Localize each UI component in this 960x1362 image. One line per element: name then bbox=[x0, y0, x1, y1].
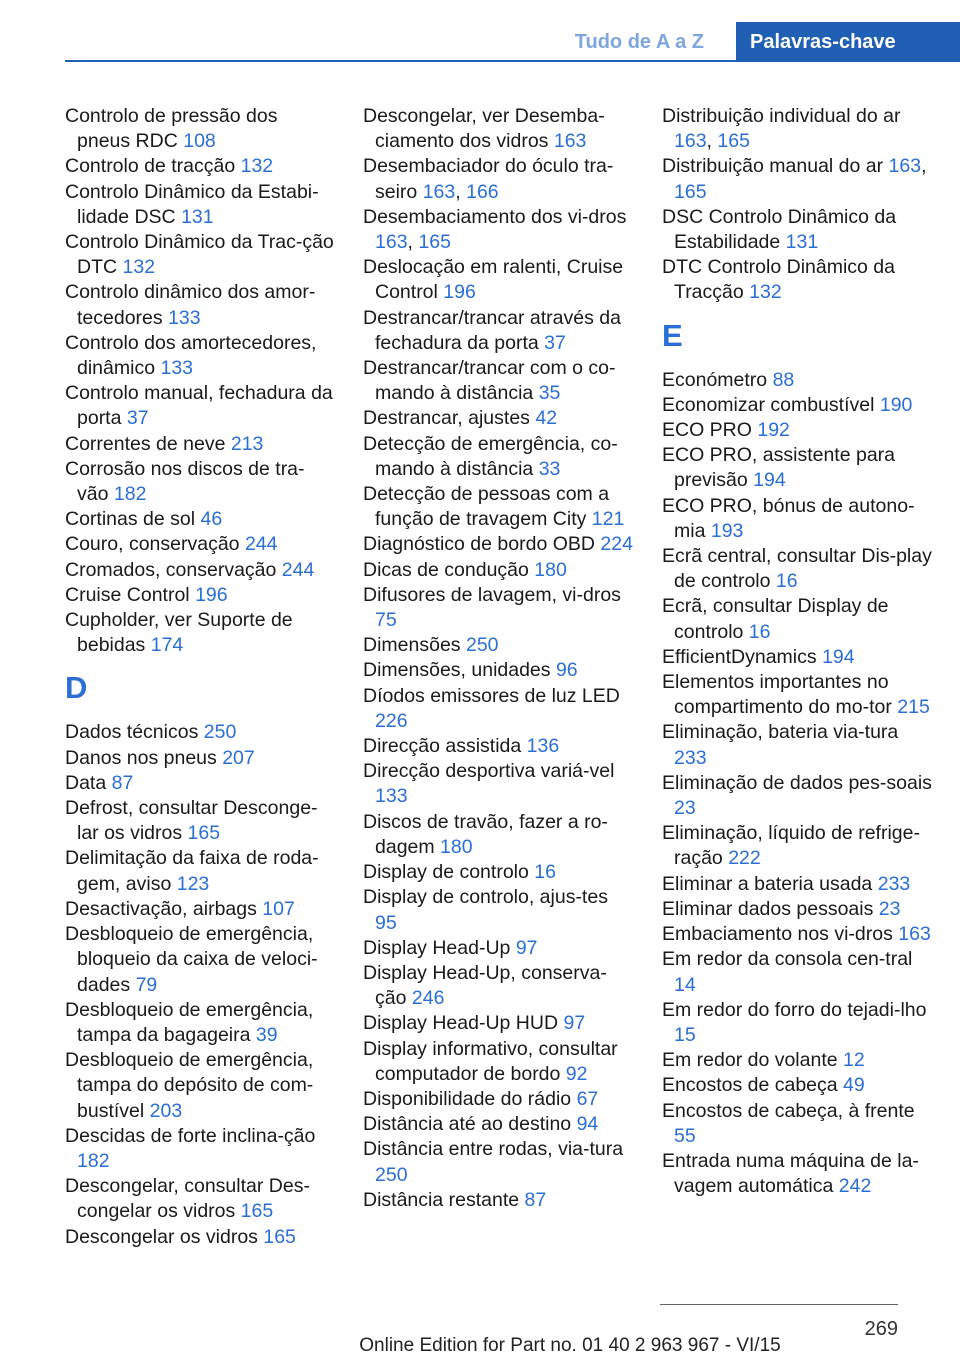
index-entry-text: Em redor do volante bbox=[662, 1049, 838, 1072]
page-link[interactable]: 131 bbox=[785, 231, 819, 254]
index-entry-text: Eliminar a bateria usada bbox=[662, 872, 873, 895]
index-entry-text: Eliminação, líquido de refrige-ração bbox=[662, 822, 920, 870]
index-entry bbox=[65, 583, 335, 608]
index-entry-text: Correntes de neve bbox=[65, 432, 226, 455]
page-link[interactable]: 226 bbox=[375, 709, 408, 732]
index-entry-text: DSC Controlo Dinâmico da Estabilidade bbox=[662, 205, 897, 254]
index-entry-text: Eliminação, bateria via-tura bbox=[662, 721, 899, 744]
index-entry bbox=[65, 532, 335, 557]
index-entry-text: Descidas de forte inclina-ção bbox=[65, 1124, 316, 1147]
index-entry bbox=[363, 684, 633, 734]
index-entry-text: Entrada numa máquina de la-vagem automática bbox=[662, 1149, 919, 1198]
index-entry bbox=[363, 1112, 633, 1137]
index-entry bbox=[662, 897, 935, 922]
index-entry-text: EfficientDynamics bbox=[662, 645, 817, 668]
page-link[interactable]: 233 bbox=[877, 872, 911, 895]
index-entry bbox=[65, 1048, 335, 1124]
index-entry-text: Display informativo, consultar computador de bordo bbox=[363, 1037, 618, 1085]
index-entry bbox=[363, 936, 633, 961]
index-entry bbox=[662, 670, 935, 720]
page-link[interactable]: 87 bbox=[524, 1188, 547, 1211]
index-entry-text: Económetro bbox=[662, 368, 768, 391]
index-entry-text: Detecção de emergência, co-mando à distância bbox=[363, 432, 618, 480]
index-entry-text: Dados técnicos bbox=[65, 721, 199, 744]
page-link[interactable]: 96 bbox=[555, 659, 578, 682]
index-entry-text: Dimensões, unidades bbox=[363, 659, 551, 682]
index-entry-text: Delimitação da faixa de roda-gem, aviso bbox=[65, 847, 319, 895]
page-link[interactable]: 194 bbox=[822, 645, 855, 668]
page-link[interactable]: 95 bbox=[375, 911, 397, 934]
index-entry bbox=[363, 432, 633, 482]
page-link[interactable]: 97 bbox=[563, 1012, 586, 1035]
page-link[interactable]: 250 bbox=[465, 634, 499, 657]
index-entry bbox=[662, 368, 935, 393]
index-entry bbox=[65, 558, 335, 583]
page-link[interactable]: 123 bbox=[176, 872, 210, 895]
index-entry bbox=[363, 860, 633, 885]
index-entry-text: Distância até ao destino bbox=[363, 1113, 572, 1136]
index-entry bbox=[662, 771, 935, 821]
index-entry bbox=[363, 558, 633, 583]
index-entry-text: Disponibilidade do rádio bbox=[363, 1087, 572, 1110]
page-link[interactable]: 12 bbox=[843, 1049, 865, 1072]
index-entry-text: ECO PRO, bónus de autono-mia bbox=[662, 494, 915, 542]
page-link[interactable]: 16 bbox=[748, 620, 771, 643]
index-entry-text: Desembaciamento dos vi-dros bbox=[363, 205, 627, 228]
index-entry bbox=[65, 154, 335, 179]
index-entry bbox=[662, 1048, 935, 1073]
index-column-2 bbox=[363, 104, 633, 1213]
page-link[interactable]: 79 bbox=[135, 973, 158, 996]
index-entry-text: Dimensões bbox=[363, 634, 461, 657]
index-entry-text: Eliminação de dados pes-soais bbox=[662, 771, 932, 794]
page-link[interactable]: 108 bbox=[183, 130, 216, 153]
page-link[interactable]: 121 bbox=[591, 508, 625, 531]
index-entry-text: Encostos de cabeça, à frente bbox=[662, 1099, 915, 1122]
index-entry-text: Elementos importantes no compartimento do mo-tor bbox=[662, 671, 892, 719]
index-entry bbox=[363, 1087, 633, 1112]
page-link[interactable]: 55 bbox=[674, 1124, 696, 1147]
index-entry bbox=[662, 393, 935, 418]
index-entry-text: Distribuição individual do ar bbox=[662, 105, 901, 127]
page-link[interactable]: 132 bbox=[749, 281, 782, 304]
page-link[interactable]: 246 bbox=[411, 987, 445, 1010]
index-entry bbox=[363, 1011, 633, 1036]
index-entry-text: Display Head-Up HUD bbox=[363, 1012, 559, 1035]
page-link[interactable]: 165 bbox=[717, 130, 750, 153]
index-entry bbox=[65, 796, 335, 846]
page-link[interactable]: 37 bbox=[544, 331, 566, 354]
page-link[interactable]: 203 bbox=[149, 1099, 183, 1122]
index-entry bbox=[662, 205, 935, 255]
index-entry bbox=[363, 734, 633, 759]
index-entry bbox=[65, 1225, 335, 1250]
index-entry-text: Display Head-Up bbox=[363, 936, 511, 959]
page-link[interactable]: 16 bbox=[534, 861, 556, 884]
page-link[interactable]: 182 bbox=[113, 483, 147, 506]
index-entry-text: Controlo Dinâmico da Trac-ção DTC bbox=[65, 231, 334, 279]
index-column-3 bbox=[662, 104, 935, 1199]
index-entry bbox=[65, 771, 335, 796]
index-entry-text: Cupholder, ver Suporte de bebidas bbox=[65, 609, 293, 657]
index-entry bbox=[363, 1037, 633, 1087]
index-entry-text: Distância entre rodas, via-tura bbox=[363, 1138, 624, 1161]
index-entry-text: Controlo de tracção bbox=[65, 155, 236, 178]
index-entry-text: Cortinas de sol bbox=[65, 508, 196, 531]
index-entry-text: Dicas de condução bbox=[363, 558, 529, 581]
index-entry bbox=[662, 1099, 935, 1149]
index-entry-text: Díodos emissores de luz LED bbox=[363, 684, 620, 707]
page-link[interactable]: 196 bbox=[195, 583, 228, 606]
page-link[interactable]: 14 bbox=[674, 973, 696, 996]
page-link[interactable]: 192 bbox=[757, 419, 790, 442]
page-link[interactable]: 131 bbox=[181, 205, 214, 228]
index-entry bbox=[363, 583, 633, 633]
page-link[interactable]: 244 bbox=[244, 533, 278, 556]
index-entry-text: Detecção de pessoas com a função de travagem City bbox=[363, 483, 610, 531]
page-link[interactable]: 132 bbox=[122, 256, 156, 279]
page-link[interactable]: 194 bbox=[753, 469, 786, 492]
index-entry bbox=[65, 280, 335, 330]
index-entry bbox=[662, 1073, 935, 1098]
index-entry bbox=[363, 104, 633, 154]
index-entry bbox=[662, 645, 935, 670]
page-link[interactable]: 16 bbox=[775, 570, 798, 593]
index-entry bbox=[65, 381, 335, 431]
page-link[interactable]: 196 bbox=[443, 281, 476, 304]
index-entry-text: Desactivação, airbags bbox=[65, 897, 257, 920]
index-entry-text: DTC Controlo Dinâmico da Tracção bbox=[662, 256, 896, 304]
page-link[interactable]: 87 bbox=[111, 771, 134, 794]
index-entry-text: Couro, conservação bbox=[65, 533, 240, 556]
index-entry bbox=[363, 356, 633, 406]
index-entry bbox=[363, 1137, 633, 1187]
index-entry-text: Descongelar, ver Desemba-ciamento dos vidros bbox=[363, 105, 605, 153]
page-link[interactable]: 133 bbox=[168, 306, 201, 329]
page-link[interactable]: 180 bbox=[440, 835, 473, 858]
index-entry bbox=[65, 922, 335, 998]
index-entry-text: Discos de travão, fazer a ro-dagem bbox=[363, 810, 608, 858]
page-link[interactable]: 35 bbox=[538, 382, 561, 405]
index-entry bbox=[65, 507, 335, 532]
index-entry bbox=[363, 633, 633, 658]
index-entry-text: Difusores de lavagem, vi-dros bbox=[363, 583, 621, 606]
index-entry-text: Desbloqueio de emergência, tampa do depósito de com-bustível bbox=[65, 1049, 314, 1122]
index-entry-text: Descongelar os vidros bbox=[65, 1225, 258, 1248]
section-tab: Tudo de A a Z bbox=[574, 31, 704, 53]
index-entry-text: Data bbox=[65, 771, 107, 794]
page-link[interactable]: 163 bbox=[674, 130, 707, 153]
index-entry bbox=[662, 947, 935, 997]
index-entry-text: ECO PRO, assistente para previsão bbox=[662, 444, 896, 492]
index-entry-text: Em redor da consola cen-tral bbox=[662, 948, 913, 971]
index-entry-text: Direcção desportiva variá-vel bbox=[363, 760, 615, 783]
index-entry bbox=[662, 821, 935, 871]
index-entry-text: Destrancar, ajustes bbox=[363, 407, 530, 430]
page-link[interactable]: 15 bbox=[674, 1023, 696, 1046]
page-link[interactable]: 174 bbox=[150, 634, 184, 657]
index-entry bbox=[363, 759, 633, 809]
index-entry: Distribuição individual do ar 163, 165 bbox=[662, 105, 901, 153]
index-entry bbox=[363, 810, 633, 860]
page-link[interactable]: 33 bbox=[538, 457, 561, 480]
page-link[interactable]: 42 bbox=[535, 407, 558, 430]
page-link[interactable]: 163 bbox=[888, 155, 922, 178]
index-entry bbox=[363, 885, 633, 935]
footer-rule bbox=[660, 1304, 898, 1305]
index-entry bbox=[363, 406, 633, 431]
index-entry-text: Controlo de pressão dos pneus RDC bbox=[65, 105, 278, 153]
page-link[interactable]: 163 bbox=[553, 130, 587, 153]
page-link[interactable]: 190 bbox=[879, 393, 913, 416]
page-link[interactable]: 23 bbox=[878, 897, 901, 920]
index-entry bbox=[65, 608, 335, 658]
page-link[interactable]: 165 bbox=[418, 231, 451, 254]
index-entry-text: Controlo dinâmico dos amor-tecedores bbox=[65, 281, 316, 329]
index-entry bbox=[65, 104, 335, 154]
page-link[interactable]: 242 bbox=[838, 1175, 872, 1198]
index-entry-text: Encostos de cabeça bbox=[662, 1074, 838, 1097]
page-link[interactable]: 166 bbox=[466, 180, 499, 203]
index-entry bbox=[363, 1188, 633, 1213]
index-entry-text: Display de controlo, ajus-tes bbox=[363, 886, 608, 909]
index-entry-text: Destrancar/trancar com o co-mando à distância bbox=[363, 357, 616, 405]
index-entry bbox=[662, 443, 935, 493]
index-entry bbox=[662, 494, 935, 544]
index-entry bbox=[363, 255, 633, 305]
index-entry bbox=[65, 998, 335, 1048]
page-link[interactable]: 180 bbox=[534, 558, 567, 581]
index-entry bbox=[65, 457, 335, 507]
index-entry-text: Cruise Control bbox=[65, 583, 190, 606]
index-entry-text: Controlo Dinâmico da Estabi-lidade DSC bbox=[65, 180, 319, 228]
page-link[interactable]: 163 bbox=[422, 180, 456, 203]
index-entry-text: Diagnóstico de bordo OBD bbox=[363, 533, 595, 556]
index-entry bbox=[65, 230, 335, 280]
index-entry-text: Destrancar/trancar através da fechadura da porta bbox=[363, 306, 621, 354]
index-entry bbox=[65, 897, 335, 922]
index-entry-text: Desbloqueio de emergência, bloqueio da caixa de veloci-dades bbox=[65, 923, 318, 996]
page-link[interactable]: 23 bbox=[674, 797, 696, 820]
page-link[interactable]: 75 bbox=[375, 609, 397, 632]
page-link[interactable]: 165 bbox=[674, 180, 707, 203]
index-column-1 bbox=[65, 104, 335, 1250]
page-number: 269 bbox=[864, 1318, 898, 1340]
index-entry bbox=[65, 746, 335, 771]
page-link[interactable]: 233 bbox=[674, 746, 707, 769]
page-link[interactable]: 133 bbox=[375, 785, 408, 808]
index-entry-text: Economizar combustível bbox=[662, 393, 875, 416]
page-link[interactable]: 250 bbox=[375, 1163, 408, 1186]
page-link[interactable]: 250 bbox=[203, 721, 237, 744]
index-entry bbox=[662, 418, 935, 443]
page-link[interactable]: 49 bbox=[843, 1074, 865, 1097]
page-link[interactable]: 37 bbox=[126, 407, 149, 430]
index-entry-text: Danos nos pneus bbox=[65, 746, 217, 769]
page-link[interactable]: 165 bbox=[240, 1200, 274, 1223]
index-entry-text: Cromados, conservação bbox=[65, 558, 277, 581]
index-entry-text: Eliminar dados pessoais bbox=[662, 897, 874, 920]
page-link[interactable]: 88 bbox=[772, 368, 795, 391]
index-entry bbox=[363, 306, 633, 356]
page-link[interactable]: 94 bbox=[576, 1113, 599, 1136]
index-entry bbox=[65, 331, 335, 381]
index-entry bbox=[662, 998, 935, 1048]
index-entry-text: Distribuição manual do ar bbox=[662, 155, 884, 178]
index-entry bbox=[363, 658, 633, 683]
page-link[interactable]: 215 bbox=[897, 696, 930, 719]
index-entry bbox=[662, 594, 935, 644]
index-letter-heading: E bbox=[662, 317, 683, 353]
index-entry-text: Desbloqueio de emergência, tampa da bagageira bbox=[65, 998, 314, 1046]
index-entry bbox=[65, 720, 335, 745]
index-entry bbox=[65, 180, 335, 230]
index-entry-text: Controlo dos amortecedores, dinâmico bbox=[65, 331, 317, 380]
page-link[interactable]: 46 bbox=[200, 508, 223, 531]
page-link[interactable]: 107 bbox=[262, 897, 295, 920]
index-entry-text: Corrosão nos discos de tra-vão bbox=[65, 457, 305, 506]
active-section-tab: Palavras-chave bbox=[736, 22, 960, 62]
index-entry-text: Desembaciador do óculo tra-seiro bbox=[363, 155, 614, 203]
index-letter-heading: D bbox=[65, 670, 88, 706]
index-entry-text: Display Head-Up, conserva-ção bbox=[363, 961, 607, 1010]
page-link[interactable]: 132 bbox=[240, 155, 274, 178]
page-link[interactable]: 182 bbox=[77, 1149, 110, 1172]
index-entry bbox=[65, 846, 335, 896]
page-link[interactable]: 207 bbox=[222, 746, 255, 769]
index-entry: Desembaciamento dos vi-dros 163, 165 bbox=[363, 205, 627, 254]
index-entry-text: Controlo manual, fechadura da porta bbox=[65, 382, 333, 430]
index-entry: Distribuição manual do ar 163, 165 bbox=[662, 155, 927, 203]
page-link[interactable]: 163 bbox=[375, 231, 408, 254]
page-header bbox=[65, 22, 960, 62]
index-entry bbox=[662, 872, 935, 897]
page-link[interactable]: 97 bbox=[515, 936, 538, 959]
index-entry-text: Deslocação em ralenti, Cruise Control bbox=[363, 256, 624, 304]
index-entry-text: Ecrã central, consultar Dis-play de controlo bbox=[662, 545, 932, 593]
index-entry-text: Defrost, consultar Desconge-lar os vidros bbox=[65, 797, 318, 845]
index-entry bbox=[363, 961, 633, 1011]
index-entry: Desembaciador do óculo tra-seiro 163, 166 bbox=[363, 155, 614, 203]
page-link[interactable]: 39 bbox=[255, 1023, 278, 1046]
index-entry-text: Display de controlo bbox=[363, 861, 529, 884]
index-entry-text: Descongelar, consultar Des-congelar os vidros bbox=[65, 1175, 310, 1223]
index-entry bbox=[65, 1124, 335, 1174]
page-link[interactable]: 165 bbox=[263, 1225, 296, 1248]
index-entry bbox=[363, 532, 633, 557]
footer-edition-note: Online Edition for Part no. 01 40 2 963 967 - VI/15 bbox=[359, 1335, 781, 1356]
index-entry bbox=[65, 1174, 335, 1224]
page-link[interactable]: 136 bbox=[526, 735, 560, 758]
index-entry bbox=[662, 1149, 935, 1199]
page-link[interactable]: 67 bbox=[576, 1087, 599, 1110]
page-link[interactable]: 163 bbox=[898, 923, 931, 946]
index-entry-text: Embaciamento nos vi-dros bbox=[662, 923, 893, 946]
index-entry-text: ECO PRO bbox=[662, 419, 752, 442]
header-rule bbox=[65, 60, 960, 62]
index-entry bbox=[662, 544, 935, 594]
index-entry-text: Em redor do forro do tejadi-lho bbox=[662, 998, 927, 1021]
page-link[interactable]: 222 bbox=[728, 847, 761, 870]
index-entry-text: Ecrã, consultar Display de controlo bbox=[662, 595, 889, 643]
page-link[interactable]: 165 bbox=[187, 822, 221, 845]
index-entry bbox=[662, 255, 935, 305]
page-link[interactable]: 244 bbox=[281, 558, 315, 581]
index-entry bbox=[662, 922, 935, 947]
page-link[interactable]: 224 bbox=[600, 533, 633, 556]
page-link[interactable]: 133 bbox=[160, 357, 194, 380]
index-entry bbox=[65, 432, 335, 457]
index-entry-text: Distância restante bbox=[363, 1188, 520, 1211]
index-entry-text: Direcção assistida bbox=[363, 735, 522, 758]
page-link[interactable]: 193 bbox=[710, 519, 744, 542]
index-entry bbox=[363, 482, 633, 532]
index-entry bbox=[662, 720, 935, 770]
page-link[interactable]: 92 bbox=[565, 1062, 588, 1085]
page-link[interactable]: 213 bbox=[230, 432, 264, 455]
